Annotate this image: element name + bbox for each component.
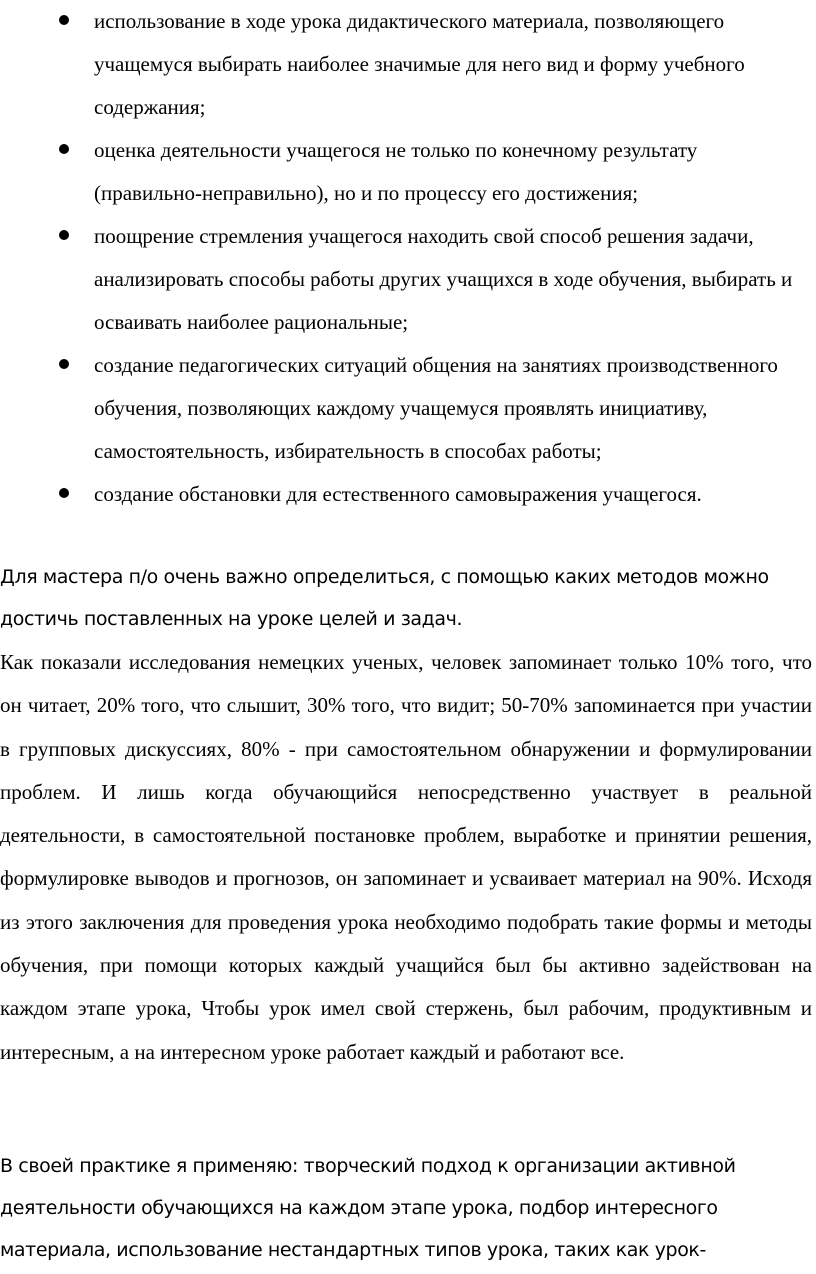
bullet-icon [59,230,69,240]
list-item [0,0,816,129]
list-item [0,344,816,473]
bullet-icon [59,359,69,369]
paragraph-practice: В своей практике я применяю: творческий подход к организации активной деятельности обучающихся на каждом этапе урока, подбор интересного материала, использование нестандартных типов урока, таких как урок- [0,1155,736,1261]
paragraph-methods: Для мастера п/о очень важно определиться, с помощью каких методов можно достичь поставленных на уроке целей и задач. [0,566,769,630]
list-item-text: создание обстановки для естественного самовыражения учащегося. [94,482,702,506]
list-item [0,129,816,215]
bullet-icon [59,15,69,25]
list-item [0,215,816,344]
bullet-icon [59,488,69,498]
bullet-icon [59,144,69,154]
list-item [0,473,816,516]
list-item-text: создание педагогических ситуаций общения на занятиях производственного обучения, позволяющих каждому учащемуся проявлять инициативу, самостоятельность, избирательность в способах работы; [94,353,778,463]
bullet-list [0,0,816,516]
list-item-text: поощрение стремления учащегося находить свой способ решения задачи, анализировать способы работы других учащихся в ходе обучения, выбирать и осваивать наиболее рациональные; [94,224,793,334]
list-item-text: оценка деятельности учащегося не только по конечному результату (правильно-неправильно), но и по процессу его достижения; [94,138,698,205]
list-item-text: использование в ходе урока дидактического материала, позволяющего учащемуся выбирать наиболее значимые для него вид и форму учебного содержания; [94,9,745,119]
paragraph-research: Как показали исследования немецких ученых, человек запоминает только 10% того, что он читает, 20% того, что слышит, 30% того, что видит; 50-70% запоминается при участии в групповых дискуссиях, 80% - при самостоятельном обнаружении и формулировании проблем. И лишь когда обучающийся непосредственно участвует в реальной деятельности, в самостоятельной постановке проблем, выработке и принятии решения, формулировке выводов и прогнозов, он запоминает и усваивает материал на 90%. Исходя из этого заключения для проведения урока необходимо подобрать такие формы и методы обучения, при помощи которых каждый учащийся был бы активно задействован на каждом этапе урока, Чтобы урок имел свой стержень, был рабочим, продуктивным и интересным, а на интересном уроке работает каждый и работают все. [0,650,812,1064]
